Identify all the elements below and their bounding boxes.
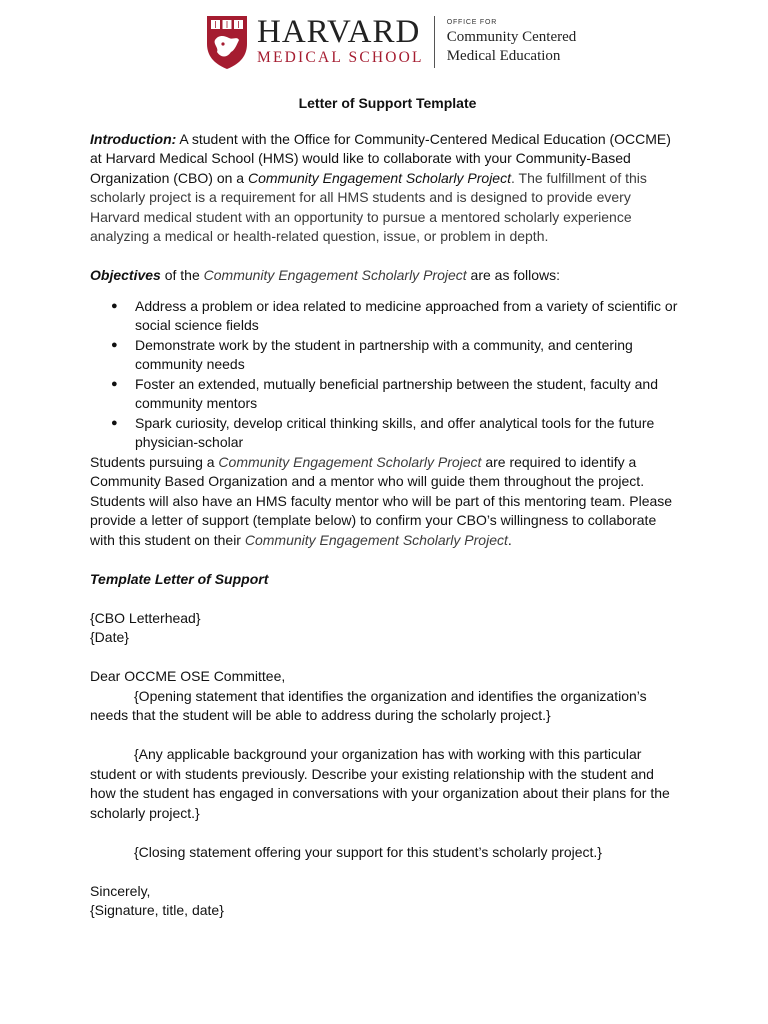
signoff: Sincerely,: [90, 882, 151, 899]
opening-statement: {Opening statement that identifies the organization and identifies the organization’s needs that the student will be able to address during the scholarly project.}: [90, 687, 647, 723]
intro-project-name: Community Engagement Scholarly Project: [247, 169, 511, 186]
salutation: Dear OCCME OSE Committee,: [90, 668, 286, 684]
date-placeholder: {Date}: [90, 629, 129, 645]
objectives-project-name: Community Engagement Scholarly Project: [203, 267, 467, 283]
students-project-name-2: Community Engagement Scholarly Project: [244, 531, 508, 548]
office-label: OFFICE FOR: [446, 18, 498, 26]
students-paragraph: [90, 453, 680, 551]
hms-logo-header: [205, 14, 576, 70]
office-name-line2: Medical Education: [446, 47, 561, 64]
list-item: ● Spark curiosity, develop critical thinking skills, and offer analytical tools for the future physician-scholar: [135, 414, 680, 453]
medical-school-wordmark: MEDICAL SCHOOL: [257, 49, 424, 66]
office-name-line1: Community Centered: [446, 28, 577, 45]
objectives-label: Objectives: [90, 267, 161, 283]
list-item: ● Address a problem or idea related to medicine approached from a variety of scientific or social science fields: [135, 297, 680, 336]
list-item: ● Demonstrate work by the student in partnership with a community, and centering community needs: [135, 336, 680, 375]
introduction-paragraph: [90, 130, 680, 247]
closing-statement: {Closing statement offering your support for this student’s scholarly project.}: [134, 843, 602, 860]
students-text-3: .: [507, 531, 512, 548]
intro-text-1: A student with the Office for Community-Centered Medical Education (OCCME) at Harvard Medical School (HMS) would like to collaborate with your Community-Based Organization (CBO) on a: [90, 130, 671, 186]
intro-text-2: . The fulfillment of this scholarly project is a requirement for all HMS students and is designed to provide every Harvard medical student with an opportunity to pursue a mentored scholarly experience analyzing a medical or health-related question, issue, or problem in depth.: [90, 169, 647, 244]
document-body: [90, 94, 680, 921]
signature-placeholder: {Signature, title, date}: [90, 902, 224, 918]
objectives-list: [90, 297, 680, 453]
page-title: Letter of Support Template: [298, 95, 477, 111]
harvard-wordmark: HARVARD: [257, 14, 421, 50]
header-divider: [434, 16, 435, 68]
template-heading: Template Letter of Support: [90, 570, 269, 587]
cbo-letterhead-placeholder: {CBO Letterhead}: [90, 609, 201, 626]
introduction-label: Introduction:: [90, 130, 177, 147]
harvard-shield-icon: [205, 14, 249, 70]
list-item: ● Foster an extended, mutually beneficial partnership between the student, faculty and community mentors: [135, 375, 680, 414]
students-text-2: are required to identify a Community Based Organization and a mentor who will guide them throughout the project. Students will also have an HMS faculty mentor who will be part of this mentoring team. Please provide a letter of support (template below) to confirm your CBO’s willingness to collaborate with this student on their: [90, 453, 673, 548]
objectives-text-1: of the: [160, 267, 204, 283]
background-statement: {Any applicable background your organization has with working with this particular student or with students previously. Describe your existing relationship with the student and how the student has engaged in conversations with your organization about their plans for the scholarly project.}: [90, 746, 670, 821]
students-project-name: Community Engagement Scholarly Project: [218, 453, 482, 470]
objectives-paragraph: [90, 266, 680, 286]
students-text-1: Students pursuing a: [90, 453, 219, 470]
objectives-text-2: are as follows:: [466, 267, 561, 283]
